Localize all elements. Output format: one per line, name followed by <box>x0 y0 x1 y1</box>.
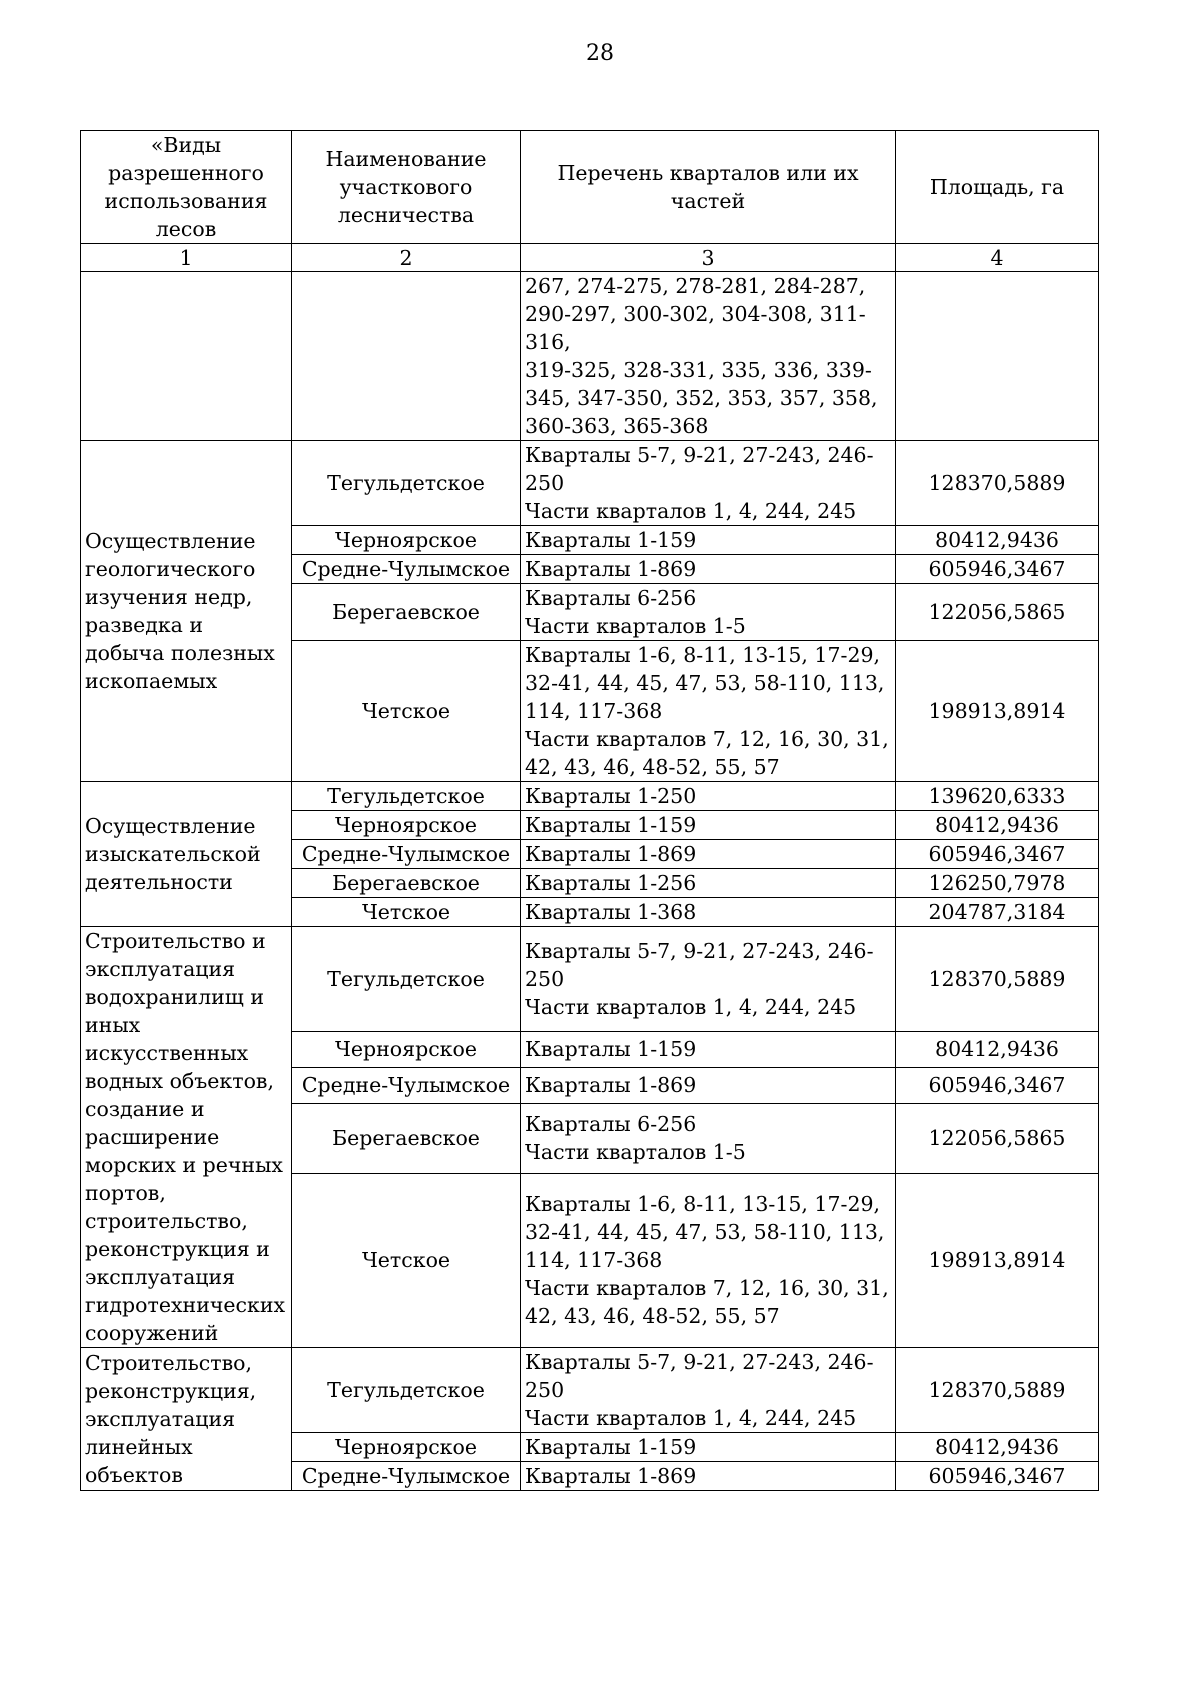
table-row <box>81 927 1099 1032</box>
quarters-line: 42, 43, 46, 48-52, 55, 57 <box>525 1304 780 1329</box>
header-row <box>81 131 1099 244</box>
quarters-line: Кварталы 1-6, 8-11, 13-15, 17-29, <box>525 1192 881 1217</box>
area-cell: 198913,8914 <box>896 1173 1099 1347</box>
quarters-line: 250 <box>525 1378 565 1402</box>
quarters-line: Кварталы 1-6, 8-11, 13-15, 17-29, <box>525 643 881 667</box>
quarters-line: Части кварталов 1-5 <box>525 614 746 638</box>
column-number: 4 <box>896 244 1099 272</box>
area-cell: 204787,3184 <box>896 898 1099 927</box>
quarters-cell <box>521 641 896 782</box>
forestry-cell: Берегаевское <box>292 869 521 898</box>
quarters-cell <box>521 272 896 441</box>
area-cell: 80412,9436 <box>896 1031 1099 1067</box>
area-cell: 80412,9436 <box>896 1433 1099 1462</box>
quarters-cell <box>521 555 896 584</box>
quarters-cell <box>521 1031 896 1067</box>
forestry-cell: Черноярское <box>292 811 521 840</box>
quarters-cell <box>521 526 896 555</box>
quarters-cell <box>521 927 896 1032</box>
quarters-line: 250 <box>525 471 565 495</box>
quarters-line: Кварталы 1-368 <box>525 900 697 924</box>
table-row <box>81 782 1099 811</box>
forestry-cell: Берегаевское <box>292 1103 521 1173</box>
forestry-cell: Средне-Чулымское <box>292 1462 521 1491</box>
quarters-line: 290-297, 300-302, 304-308, 311-316, <box>525 302 866 354</box>
quarters-line: Кварталы 1-869 <box>525 842 697 866</box>
forestry-cell: Черноярское <box>292 1031 521 1067</box>
forestry-cell: Четское <box>292 1173 521 1347</box>
kind-cell: Осуществление геологического изучения недр, разведка и добыча полезных ископаемых <box>81 441 292 782</box>
table-row <box>81 1348 1099 1433</box>
quarters-line: Кварталы 1-159 <box>525 528 697 552</box>
column-number-row <box>81 244 1099 272</box>
forestry-cell: Средне-Чулымское <box>292 555 521 584</box>
quarters-line: 114, 117-368 <box>525 699 663 723</box>
forestry-cell <box>292 272 521 441</box>
area-cell: 605946,3467 <box>896 1067 1099 1103</box>
area-cell: 128370,5889 <box>896 1348 1099 1433</box>
quarters-cell <box>521 1462 896 1491</box>
quarters-line: 42, 43, 46, 48-52, 55, 57 <box>525 755 780 779</box>
forestry-cell: Черноярское <box>292 1433 521 1462</box>
quarters-cell <box>521 1103 896 1173</box>
quarters-line: 32-41, 44, 45, 47, 53, 58-110, 113, <box>525 1220 885 1245</box>
quarters-line: Кварталы 1-250 <box>525 784 697 808</box>
area-cell: 198913,8914 <box>896 641 1099 782</box>
quarters-line: 360-363, 365-368 <box>525 414 709 438</box>
quarters-cell <box>521 1348 896 1433</box>
header-cell-quarters: Перечень кварталов или их частей <box>521 131 896 244</box>
quarters-line: Кварталы 1-869 <box>525 1073 697 1098</box>
column-number: 2 <box>292 244 521 272</box>
page-number: 28 <box>586 41 614 66</box>
area-cell: 80412,9436 <box>896 526 1099 555</box>
kind-cell: Строительство, реконструкция, эксплуатация линейных объектов <box>81 1348 292 1491</box>
quarters-line: Кварталы 6-256 <box>525 586 697 610</box>
quarters-line: Кварталы 1-869 <box>525 557 697 581</box>
quarters-cell <box>521 811 896 840</box>
quarters-line: Части кварталов 1-5 <box>525 1140 746 1165</box>
forestry-cell: Черноярское <box>292 526 521 555</box>
quarters-line: Кварталы 5-7, 9-21, 27-243, 246- <box>525 443 874 467</box>
area-cell: 122056,5865 <box>896 1103 1099 1173</box>
header-cell-forestry: Наименование участкового лесничества <box>292 131 521 244</box>
kind-cell: Осуществление изыскательской деятельности <box>81 782 292 927</box>
quarters-cell <box>521 869 896 898</box>
area-cell: 605946,3467 <box>896 555 1099 584</box>
quarters-cell <box>521 840 896 869</box>
quarters-line: 319-325, 328-331, 335, 336, 339- <box>525 358 872 382</box>
area-cell: 80412,9436 <box>896 811 1099 840</box>
forestry-cell: Тегульдетское <box>292 782 521 811</box>
quarters-cell <box>521 441 896 526</box>
quarters-cell <box>521 1173 896 1347</box>
quarters-cell <box>521 898 896 927</box>
forestry-cell: Тегульдетское <box>292 1348 521 1433</box>
quarters-cell <box>521 1067 896 1103</box>
table-row <box>81 441 1099 526</box>
area-cell: 139620,6333 <box>896 782 1099 811</box>
quarters-line: Части кварталов 1, 4, 244, 245 <box>525 1406 857 1430</box>
quarters-line: 32-41, 44, 45, 47, 53, 58-110, 113, <box>525 671 885 695</box>
quarters-line: Кварталы 1-159 <box>525 1435 697 1459</box>
forestry-cell: Четское <box>292 641 521 782</box>
header-cell-area: Площадь, га <box>896 131 1099 244</box>
quarters-line: Части кварталов 1, 4, 244, 245 <box>525 994 857 1019</box>
forestry-cell: Тегульдетское <box>292 927 521 1032</box>
area-cell: 122056,5865 <box>896 584 1099 641</box>
quarters-line: Кварталы 6-256 <box>525 1112 697 1137</box>
forestry-cell: Средне-Чулымское <box>292 840 521 869</box>
quarters-line: Кварталы 5-7, 9-21, 27-243, 246- <box>525 938 874 963</box>
area-cell: 605946,3467 <box>896 840 1099 869</box>
forestry-cell: Тегульдетское <box>292 441 521 526</box>
header-cell-kind: «Виды разрешенного использования лесов <box>81 131 292 244</box>
quarters-line: 250 <box>525 966 565 991</box>
area-cell <box>896 272 1099 441</box>
area-cell: 126250,7978 <box>896 869 1099 898</box>
quarters-cell <box>521 782 896 811</box>
forest-use-table <box>80 130 1099 1491</box>
kind-cell <box>81 272 292 441</box>
forestry-cell: Четское <box>292 898 521 927</box>
quarters-line: Части кварталов 1, 4, 244, 245 <box>525 499 857 523</box>
quarters-line: 345, 347-350, 352, 353, 357, 358, <box>525 386 878 410</box>
quarters-line: Части кварталов 7, 12, 16, 30, 31, <box>525 1276 889 1301</box>
quarters-line: Кварталы 1-159 <box>525 1037 697 1062</box>
quarters-cell <box>521 584 896 641</box>
forestry-cell: Средне-Чулымское <box>292 1067 521 1103</box>
quarters-line: Кварталы 1-256 <box>525 871 697 895</box>
area-cell: 128370,5889 <box>896 441 1099 526</box>
forestry-cell: Берегаевское <box>292 584 521 641</box>
quarters-line: 114, 117-368 <box>525 1248 663 1273</box>
column-number: 1 <box>81 244 292 272</box>
quarters-line: Части кварталов 7, 12, 16, 30, 31, <box>525 727 889 751</box>
quarters-line: 267, 274-275, 278-281, 284-287, <box>525 274 866 298</box>
area-cell: 128370,5889 <box>896 927 1099 1032</box>
kind-cell: Строительство и эксплуатация водохранилищ и иных искусственных водных объектов, создание и расширение морских и речных портов, строительство, реконструкция и эксплуатация гидротехнических сооружений <box>81 927 292 1348</box>
quarters-line: Кварталы 1-869 <box>525 1464 697 1488</box>
column-number: 3 <box>521 244 896 272</box>
area-cell: 605946,3467 <box>896 1462 1099 1491</box>
continuation-row <box>81 272 1099 441</box>
quarters-line: Кварталы 1-159 <box>525 813 697 837</box>
quarters-line: Кварталы 5-7, 9-21, 27-243, 246- <box>525 1350 874 1374</box>
quarters-cell <box>521 1433 896 1462</box>
